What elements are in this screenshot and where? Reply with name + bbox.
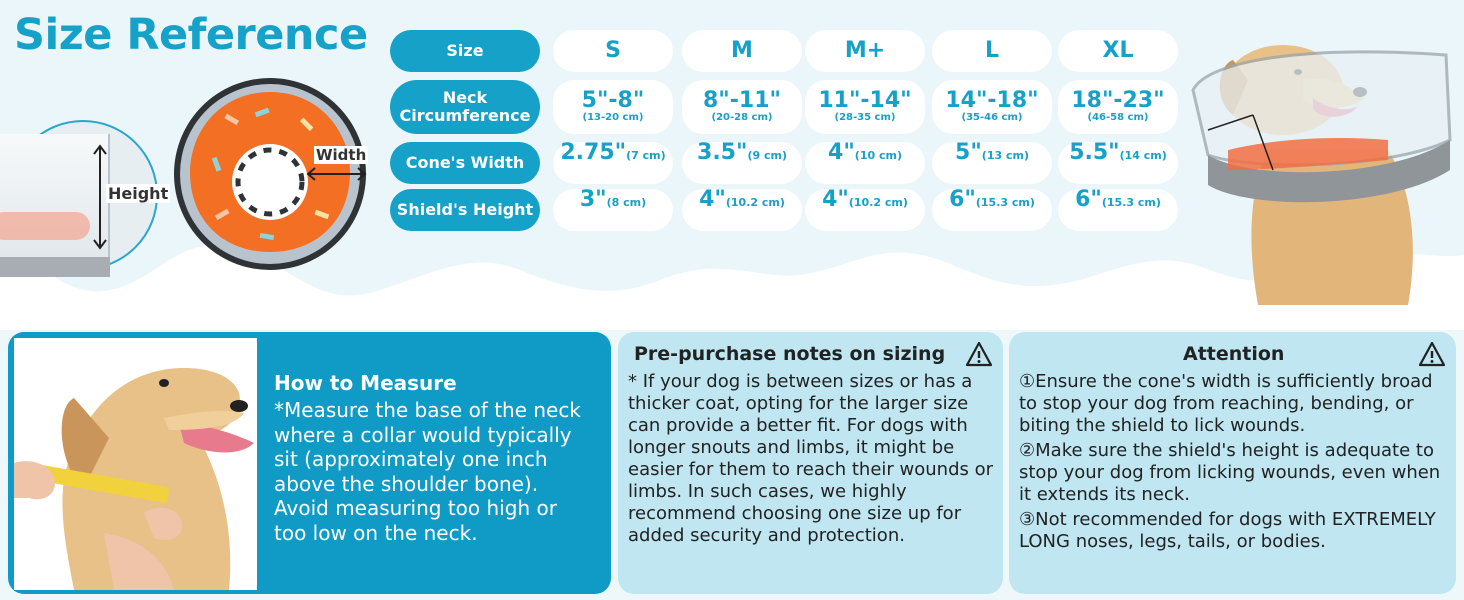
neck-cell: 14"-18" (35-46 cm) [932, 80, 1052, 134]
size-cell: S [553, 30, 673, 72]
height-cell: 4" (10.2 cm) [805, 189, 925, 231]
row-label-width: Cone's Width [390, 142, 540, 184]
neck-cell: 8"-11" (20-28 cm) [682, 80, 802, 134]
cone-rim [0, 257, 110, 277]
donut-cone-illustration [170, 72, 375, 272]
size-cell: XL [1058, 30, 1178, 72]
size-cell: L [932, 30, 1052, 72]
height-cell: 6" (15.3 cm) [932, 189, 1052, 231]
width-label: Width [316, 146, 367, 164]
height-cell: 6" (15.3 cm) [1058, 189, 1178, 231]
prepurchase-title: Pre-purchase notes on sizing [634, 343, 946, 365]
donut-edge [0, 212, 90, 240]
width-cell: 5.5" (14 cm) [1058, 142, 1178, 184]
height-label: Height [108, 184, 169, 203]
attention-title: Attention [1183, 343, 1285, 365]
height-illustration [8, 120, 169, 270]
width-cell: 3.5" (9 cm) [682, 142, 802, 184]
measuring-dog-photo [14, 338, 257, 590]
dog-with-cone-image [1188, 20, 1458, 305]
neck-cell: 18"-23" (46-58 cm) [1058, 80, 1178, 134]
warning-icon [1418, 341, 1446, 367]
prepurchase-body: * If your dog is between sizes or has a thicker coat, opting for the larger size can provide a better fit. For dogs with longer snouts and limbs, it might be easier for them to reach their wounds or limbs. In such cases, we highly recommend choosing one size up for added security and protection. [628, 371, 994, 546]
neck-cell: 11"-14" (28-35 cm) [805, 80, 925, 134]
row-label-size: Size [390, 30, 540, 72]
page-title: Size Reference [14, 10, 368, 60]
warning-icon [965, 341, 993, 367]
row-label-height: Shield's Height [390, 189, 540, 231]
width-cell: 5" (13 cm) [932, 142, 1052, 184]
attention-item: ②Make sure the shield's height is adequate to stop your dog from licking wounds, even when it extends its neck. [1019, 440, 1441, 505]
how-to-measure-title: How to Measure [274, 371, 457, 395]
attention-item: ①Ensure the cone's width is sufficiently broad to stop your dog from reaching, bending, or biting the shield to lick wounds. [1019, 371, 1433, 436]
width-cell: 4" (10 cm) [805, 142, 925, 184]
size-cell: M+ [805, 30, 925, 72]
width-cell: 2.75" (7 cm) [553, 142, 673, 184]
neck-cell: 5"-8" (13-20 cm) [553, 80, 673, 134]
height-cell: 4" (10.2 cm) [682, 189, 802, 231]
attention-item: ③Not recommended for dogs with EXTREMELY LONG noses, legs, tails, or bodies. [1019, 509, 1436, 552]
how-to-measure-body: *Measure the base of the neck where a collar would typically sit (approximately one inch above the shoulder bone). Avoid measuring too high or too low on the neck. [274, 398, 581, 545]
row-label-neck: Neck Circumference [390, 80, 540, 134]
height-cell: 3" (8 cm) [553, 189, 673, 231]
measuring-dog-image [14, 338, 257, 590]
size-cell: M [682, 30, 802, 72]
